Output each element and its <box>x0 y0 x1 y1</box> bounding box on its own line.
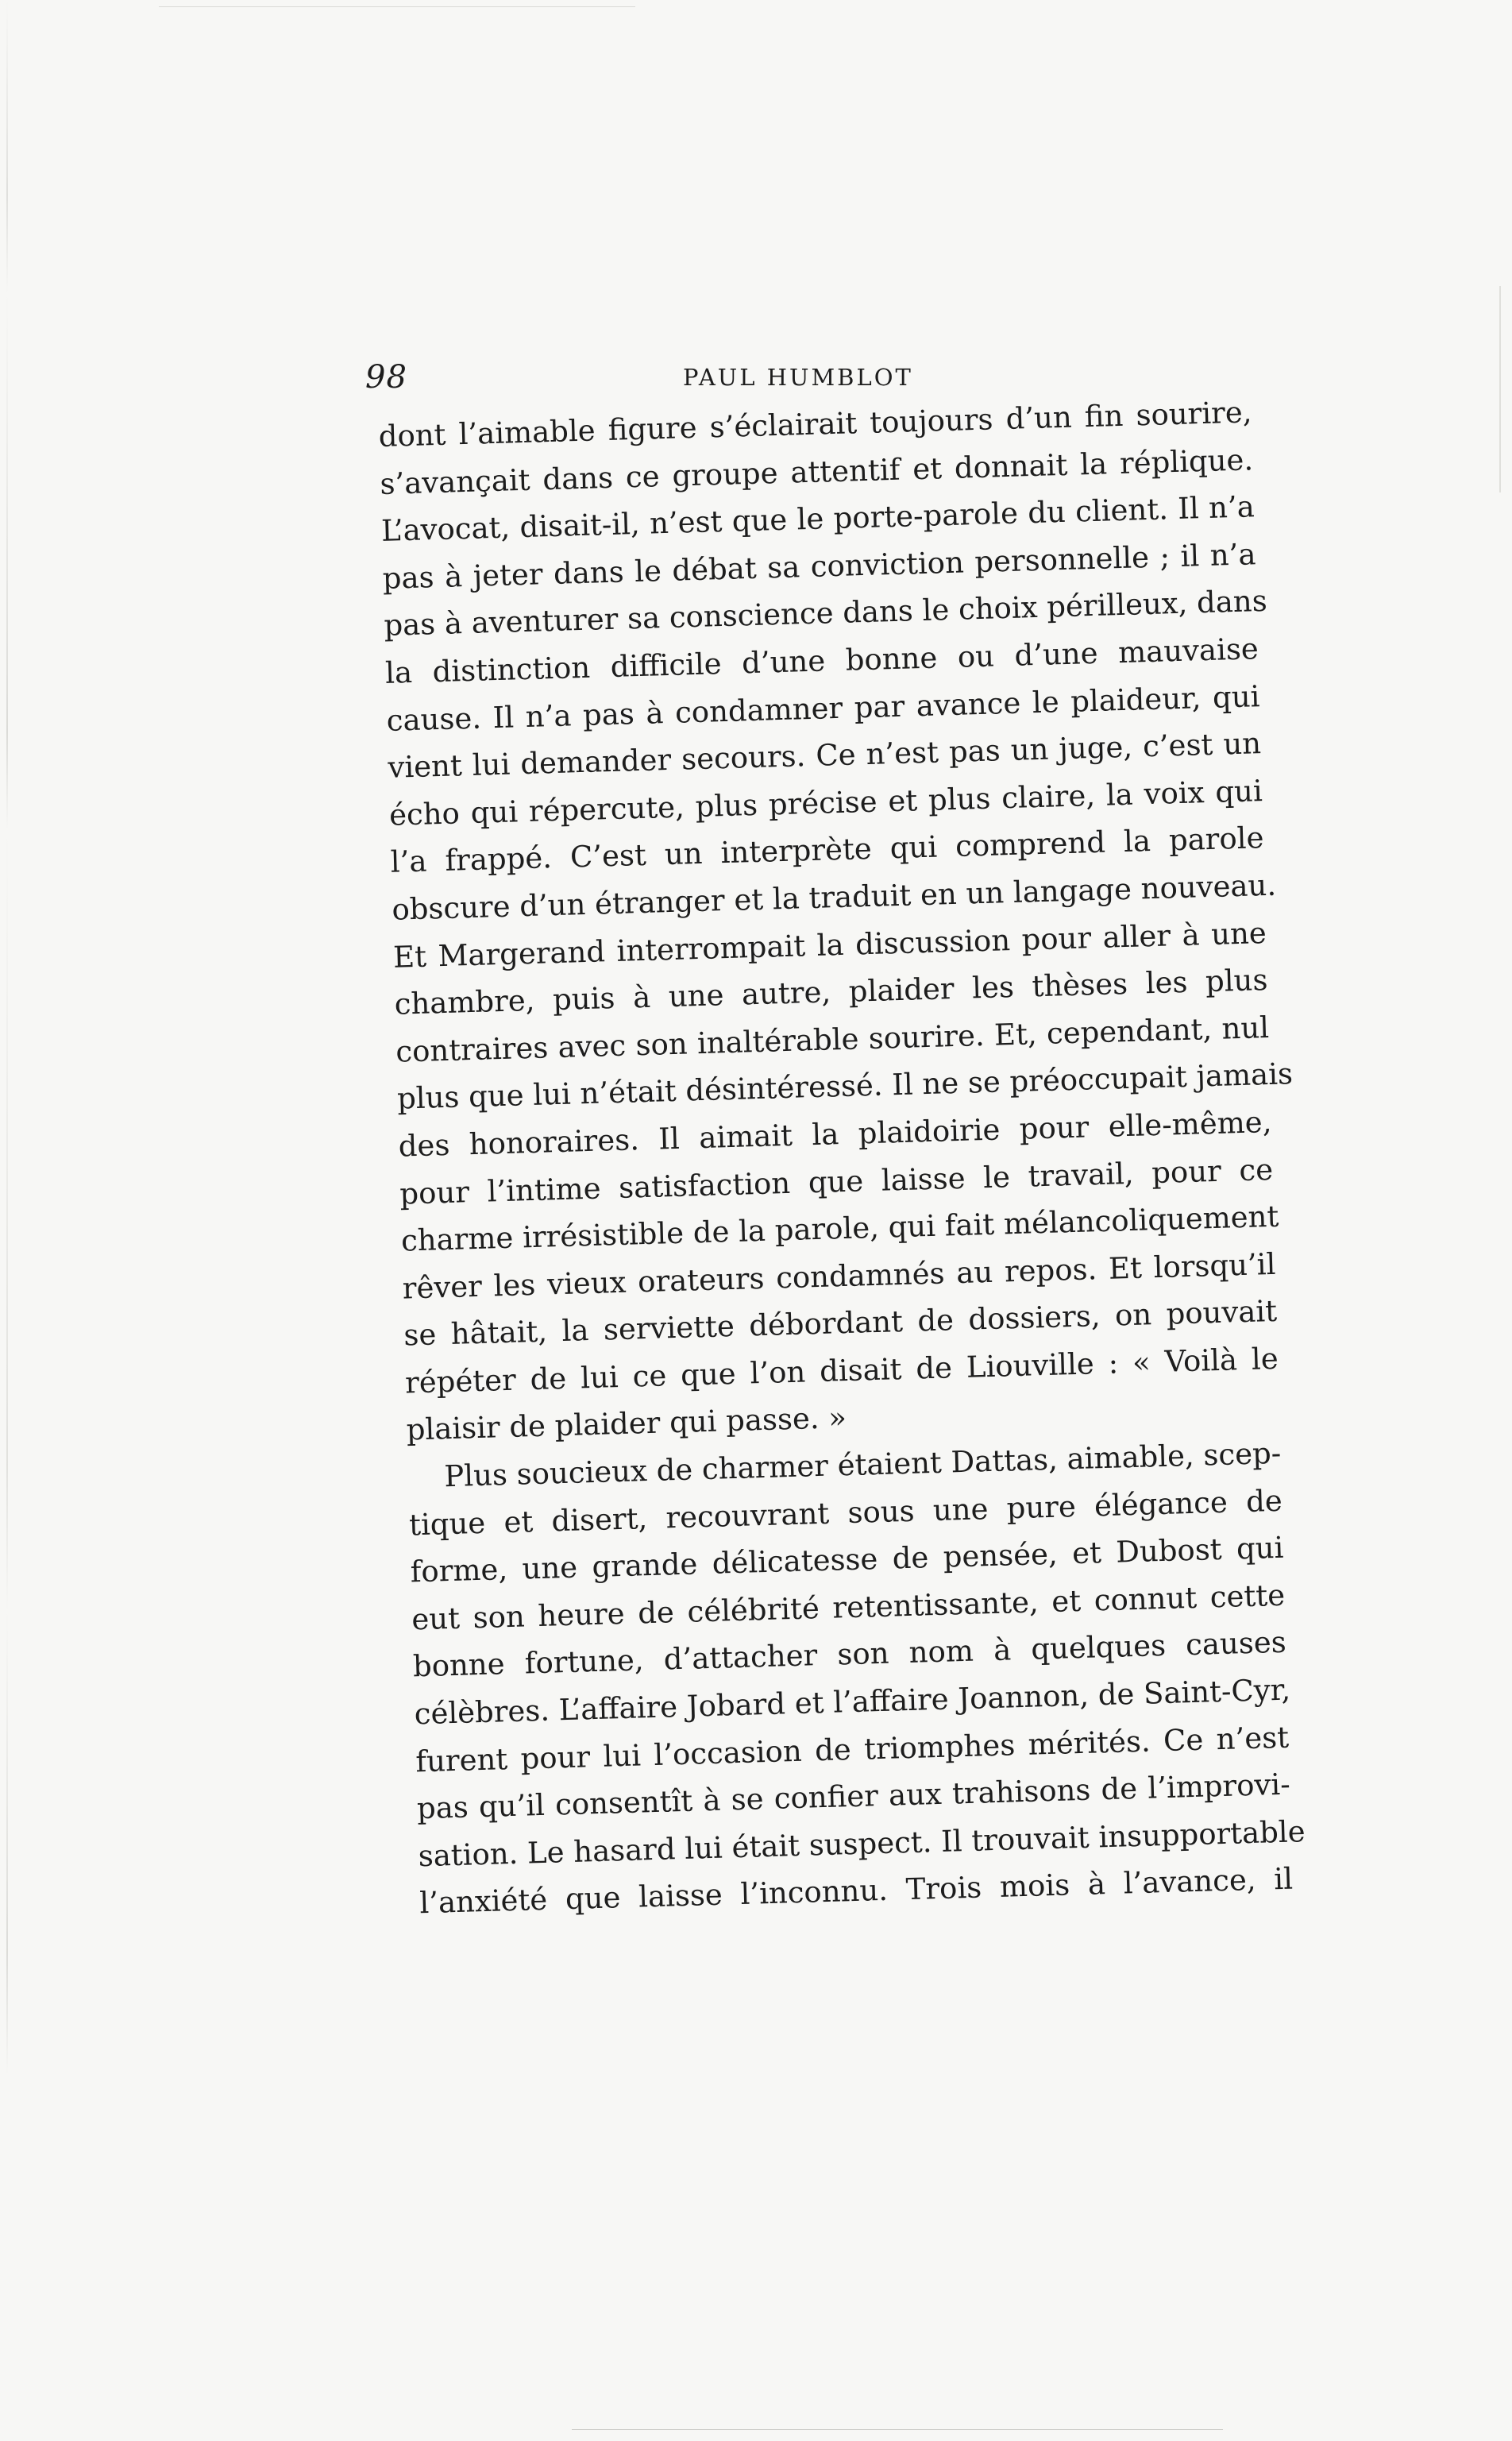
text-line: plus que lui n’était désintéressé. Il ne se préoccupait jamais <box>396 1056 1294 1116</box>
text-line: forme, une grande délicatesse de pensée, et Dubost qui <box>410 1530 1284 1589</box>
page-number: 98 <box>365 359 407 396</box>
text-line: Et Margerand interrompait la discussion pour aller à une <box>392 915 1267 975</box>
text-line: L’avocat, disait-il, n’est que le porte-parole du client. Il n’a <box>380 489 1256 549</box>
text-line: pas à aventurer sa conscience dans le choix périlleux, dans <box>383 584 1268 643</box>
text-line: rêver les vieux orateurs condamnés au repos. Et lorsqu’il <box>402 1246 1276 1306</box>
text-line: la distinction difficile d’une bonne ou d’une mauvaise <box>384 631 1259 690</box>
text-line: contraires avec son inaltérable sourire. Et, cependant, nul <box>395 1010 1270 1069</box>
text-line: écho qui répercute, plus précise et plus claire, la voix qui <box>388 773 1263 832</box>
text-line: vient lui demander secours. Ce n’est pas un juge, c’est un <box>387 726 1262 785</box>
scan-left-edge <box>6 0 8 2441</box>
text-line: pas à jeter dans le débat sa conviction personnelle ; il n’a <box>382 536 1256 596</box>
text-line: dont l’aimable figure s’éclairait toujours d’un fin sourire, <box>378 395 1252 454</box>
scan-top-rule <box>159 6 635 7</box>
text-line: plaisir de plaider qui passe. » <box>406 1400 847 1447</box>
text-line: obscure d’un étranger et la traduit en un langage nouveau. <box>391 867 1277 927</box>
text-line: Plus soucieux de charmer étaient Dattas, aimable, scep- <box>443 1435 1282 1494</box>
text-line: charme irrésistible de la parole, qui fait mélancoliquement <box>400 1199 1279 1258</box>
text-line: l’a frappé. C’est un interprète qui comprend la parole <box>390 821 1264 880</box>
text-line: pas qu’il consentît à se confier aux trahisons de l’improvi- <box>416 1767 1291 1826</box>
running-head: PAUL HUMBLOT <box>683 364 913 391</box>
scan-bottom-rule <box>572 2429 1223 2430</box>
scan-right-edge <box>1499 286 1501 492</box>
text-line: cause. Il n’a pas à condamner par avance le plaideur, qui <box>386 678 1260 738</box>
body-text <box>378 388 1306 1927</box>
text-line: se hâtait, la serviette débordant de dossiers, on pouvait <box>403 1294 1278 1353</box>
text-line: sation. Le hasard lui était suspect. Il trouvait insupportable <box>418 1813 1306 1874</box>
text-line: bonne fortune, d’attacher son nom à quelques causes <box>412 1625 1287 1684</box>
text-line: célèbres. L’affaire Jobard et l’affaire Joannon, de Saint-Cyr, <box>414 1672 1291 1732</box>
text-line: pour l’intime satisfaction que laisse le travail, pour ce <box>399 1152 1274 1211</box>
text-line: chambre, puis à une autre, plaider les thèses les plus <box>394 963 1268 1022</box>
text-line: tique et disert, recouvrant sous une pure élégance de <box>408 1483 1283 1543</box>
text-line: répéter de lui ce que l’on disait de Liouville : « Voilà le <box>404 1341 1279 1400</box>
text-line: s’avançait dans ce groupe attentif et donnait la réplique. <box>379 442 1254 501</box>
text-line: des honoraires. Il aimait la plaidoirie pour elle-même, <box>398 1104 1272 1164</box>
text-line: furent pour lui l’occasion de triomphes mérités. Ce n’est <box>415 1720 1290 1779</box>
text-line: l’anxiété que laisse l’inconnu. Trois mois à l’avance, il <box>418 1861 1294 1921</box>
text-line: eut son heure de célébrité retentissante, et connut cette <box>411 1578 1286 1637</box>
